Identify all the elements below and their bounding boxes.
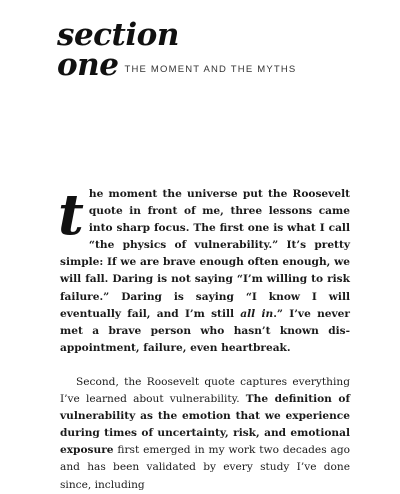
paragraph-1-text: he moment the universe put the Roosevelt quote in front of me, three lessons came into sharp focus. The first one is what I call “the physics of vulnerability.” It’s pretty simple: If we are brave enough often enough, we will fall. Daring is not saying “I’m willing to risk failure.” Daring is saying “I know I will eventually fail, and I’m still bbox=[60, 188, 350, 320]
paragraph-1 bbox=[58, 182, 351, 357]
section-word: section bbox=[57, 17, 179, 53]
paragraph-2-text-end: first emerged in my work two decades ago and has been validated by every study I’ve done since, including bbox=[60, 444, 350, 491]
body-text bbox=[58, 182, 351, 494]
paragraph-2-definition: The definition of vulnerability as the emotion that we experience during times of uncertainty, risk, and emotional exposure bbox=[60, 393, 350, 457]
section-heading bbox=[57, 17, 297, 85]
section-number-row bbox=[57, 47, 297, 85]
paragraph-2 bbox=[60, 374, 350, 494]
paragraph-1-text-end: .” I’ve never met a brave person who hasn’t known disappointment, failure, even heartbreak. bbox=[60, 307, 351, 354]
paragraph-2-text: Second, the Roosevelt quote captures everything I’ve learned about vulnerability. bbox=[60, 375, 350, 406]
paragraph-1-emphasis: all in bbox=[240, 307, 274, 320]
section-number: one bbox=[57, 47, 119, 83]
drop-cap: t bbox=[58, 182, 84, 248]
section-subtitle: THE MOMENT AND THE MYTHS bbox=[124, 64, 297, 75]
